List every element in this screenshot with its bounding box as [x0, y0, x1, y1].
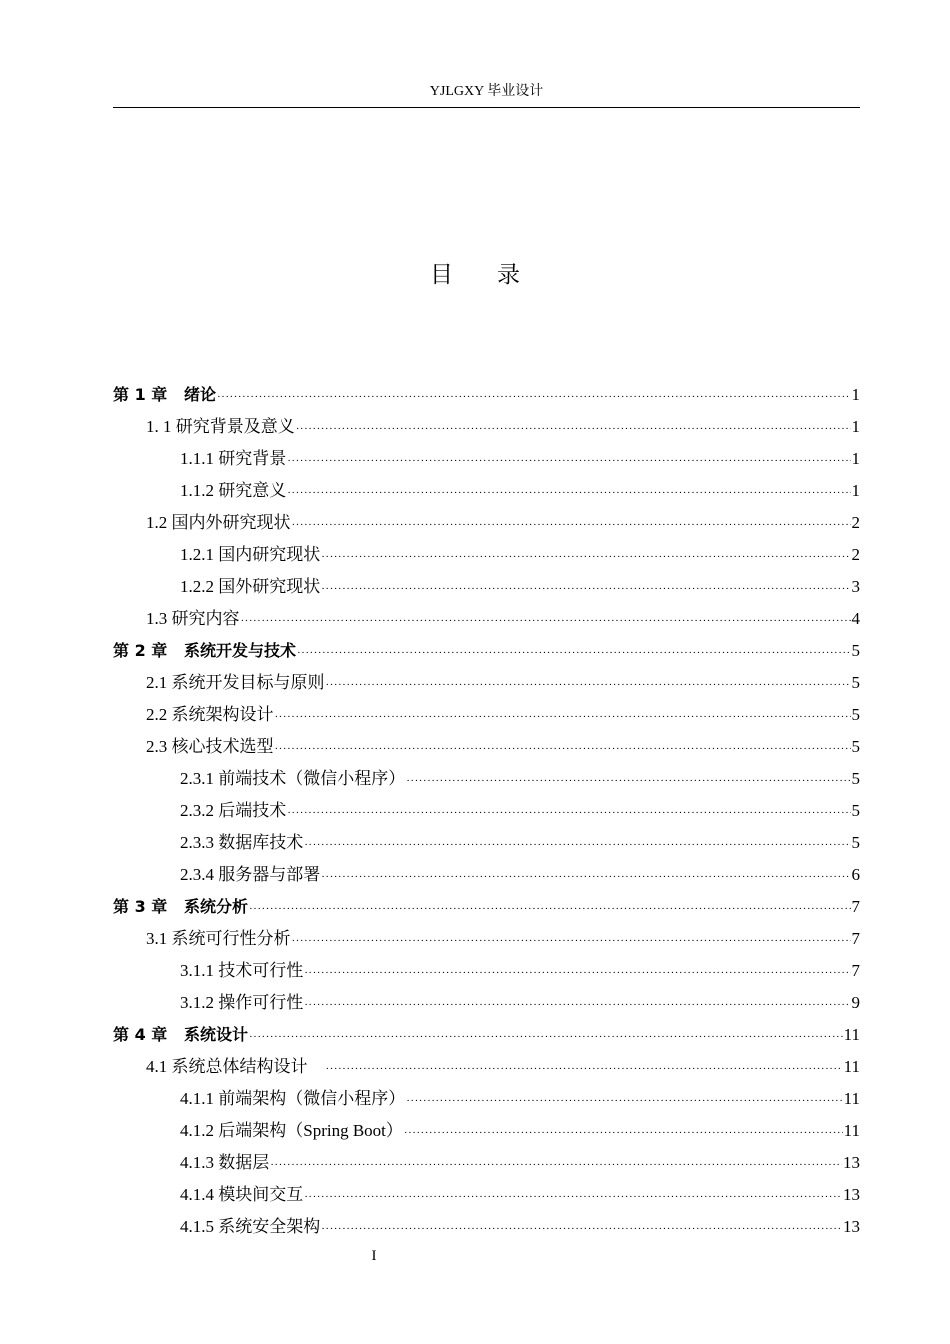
- toc-entry-label: 2.3.3 数据库技术: [180, 833, 304, 852]
- toc-entry[interactable]: [113, 731, 860, 763]
- toc-entry-label: 2.1 系统开发目标与原则: [146, 673, 325, 692]
- toc-dot-leader: [287, 445, 850, 477]
- toc-entry-label: 4.1.4 模块间交互: [180, 1185, 304, 1204]
- toc-entry-page: 13: [843, 1217, 860, 1236]
- toc-dot-leader: [275, 701, 851, 733]
- toc-entry[interactable]: [113, 539, 860, 571]
- toc-dot-leader: [292, 925, 851, 957]
- toc-dot-leader: [292, 509, 851, 541]
- toc-entry-page: 13: [843, 1185, 860, 1204]
- toc-entry-page: 5: [851, 705, 860, 724]
- toc-chapter-entry[interactable]: [113, 1019, 860, 1051]
- toc-dot-leader: [321, 573, 850, 605]
- toc-dot-leader: [241, 605, 851, 637]
- toc-dot-leader: [275, 733, 851, 765]
- page-title: 目录: [430, 262, 564, 288]
- toc-entry[interactable]: [113, 795, 860, 827]
- toc-entry-page: 3: [851, 577, 860, 596]
- toc-dot-leader: [217, 381, 851, 413]
- toc-entry-page: 13: [843, 1153, 860, 1172]
- toc-dot-leader: [287, 477, 850, 509]
- page-number: I: [371, 1248, 377, 1264]
- toc-entry-label: 第 4 章 系统设计: [113, 1025, 248, 1044]
- toc-chapter-entry[interactable]: [113, 891, 860, 923]
- toc-entry-page: 5: [851, 801, 860, 820]
- toc-entry[interactable]: [113, 1083, 860, 1115]
- toc-entry-label: 4.1.3 数据层: [180, 1153, 270, 1172]
- toc-dot-leader: [304, 1181, 842, 1213]
- toc-entry-page: 1: [851, 385, 860, 404]
- toc-entry-page: 5: [851, 737, 860, 756]
- toc-entry[interactable]: [113, 603, 860, 635]
- toc-entry-label: 4.1.5 系统安全架构: [180, 1217, 321, 1236]
- toc-entry-label: 3.1 系统可行性分析: [146, 929, 291, 948]
- toc-entry-page: 1: [851, 481, 860, 500]
- toc-entry[interactable]: [113, 923, 860, 955]
- toc-entry[interactable]: [113, 1115, 860, 1147]
- toc-entry-label: 2.3.4 服务器与部署: [180, 865, 321, 884]
- toc-entry[interactable]: [113, 443, 860, 475]
- toc-entry[interactable]: [113, 507, 860, 539]
- toc-entry-page: 11: [843, 1089, 860, 1108]
- toc-entry-label: 1.1.1 研究背景: [180, 449, 287, 468]
- toc-dot-leader: [249, 893, 851, 925]
- toc-dot-leader: [406, 765, 850, 797]
- toc-entry[interactable]: [113, 1051, 860, 1083]
- toc-entry[interactable]: [113, 763, 860, 795]
- toc-chapter-entry[interactable]: [113, 379, 860, 411]
- toc-entry[interactable]: [113, 1179, 860, 1211]
- toc-entry-label: 1.1.2 研究意义: [180, 481, 287, 500]
- toc-entry-page: 6: [851, 865, 860, 884]
- toc-entry-label: 1.2 国内外研究现状: [146, 513, 291, 532]
- toc-entry-label: 1.3 研究内容: [146, 609, 240, 628]
- table-of-contents: [113, 379, 860, 1243]
- toc-entry-label: 4.1.2 后端架构（Spring Boot）: [180, 1121, 403, 1140]
- toc-dot-leader: [304, 989, 850, 1021]
- toc-entry-page: 1: [851, 449, 860, 468]
- toc-dot-leader: [304, 957, 850, 989]
- toc-chapter-entry[interactable]: [113, 635, 860, 667]
- toc-entry[interactable]: [113, 1211, 860, 1243]
- toc-dot-leader: [326, 669, 851, 701]
- toc-entry-label: 1. 1 研究背景及意义: [146, 417, 295, 436]
- toc-entry-page: 5: [851, 833, 860, 852]
- toc-entry-label: 1.2.1 国内研究现状: [180, 545, 321, 564]
- toc-entry-label: 第 1 章 绪论: [113, 385, 216, 404]
- toc-dot-leader: [270, 1149, 842, 1181]
- toc-entry-label: 3.1.2 操作可行性: [180, 993, 304, 1012]
- toc-entry-label: 2.2 系统架构设计: [146, 705, 274, 724]
- toc-dot-leader: [321, 1213, 842, 1245]
- toc-dot-leader: [406, 1085, 842, 1117]
- toc-entry-page: 7: [851, 897, 860, 916]
- toc-entry-page: 5: [851, 641, 860, 660]
- toc-entry[interactable]: [113, 1147, 860, 1179]
- toc-entry[interactable]: [113, 987, 860, 1019]
- toc-entry-label: 2.3.2 后端技术: [180, 801, 287, 820]
- toc-entry-label: 第 3 章 系统分析: [113, 897, 248, 916]
- toc-dot-leader: [321, 861, 850, 893]
- toc-entry-page: 7: [851, 929, 860, 948]
- toc-entry-label: 4.1.1 前端架构（微信小程序）: [180, 1089, 406, 1108]
- toc-entry[interactable]: [113, 827, 860, 859]
- toc-entry-page: 11: [843, 1057, 860, 1076]
- toc-entry-page: 9: [851, 993, 860, 1012]
- toc-entry-label: 2.3.1 前端技术（微信小程序）: [180, 769, 406, 788]
- toc-entry[interactable]: [113, 955, 860, 987]
- toc-dot-leader: [249, 1021, 843, 1053]
- toc-entry-label: 3.1.1 技术可行性: [180, 961, 304, 980]
- toc-entry-page: 4: [851, 609, 860, 628]
- toc-entry[interactable]: [113, 699, 860, 731]
- toc-dot-leader: [321, 541, 850, 573]
- toc-dot-leader: [297, 637, 851, 669]
- toc-entry-page: 11: [843, 1121, 860, 1140]
- toc-dot-leader: [296, 413, 851, 445]
- toc-entry-page: 2: [851, 513, 860, 532]
- toc-entry-label: 2.3 核心技术选型: [146, 737, 274, 756]
- toc-entry-page: 7: [851, 961, 860, 980]
- toc-dot-leader: [287, 797, 850, 829]
- toc-entry[interactable]: [113, 475, 860, 507]
- toc-entry[interactable]: [113, 859, 860, 891]
- toc-entry-page: 1: [851, 417, 860, 436]
- toc-entry[interactable]: [113, 411, 860, 443]
- toc-entry-label: 1.2.2 国外研究现状: [180, 577, 321, 596]
- toc-entry-page: 5: [851, 673, 860, 692]
- toc-dot-leader: [304, 829, 850, 861]
- toc-entry-label: 第 2 章 系统开发与技术: [113, 641, 296, 660]
- toc-entry-page: 11: [843, 1025, 860, 1044]
- toc-entry[interactable]: [113, 667, 860, 699]
- toc-entry[interactable]: [113, 571, 860, 603]
- toc-dot-leader: [326, 1053, 843, 1085]
- header-rule: [113, 107, 860, 108]
- toc-entry-label: 4.1 系统总体结构设计: [146, 1057, 325, 1076]
- toc-entry-page: 5: [851, 769, 860, 788]
- toc-entry-page: 2: [851, 545, 860, 564]
- toc-dot-leader: [404, 1117, 843, 1149]
- running-header: YJLGXY 毕业设计: [429, 84, 544, 99]
